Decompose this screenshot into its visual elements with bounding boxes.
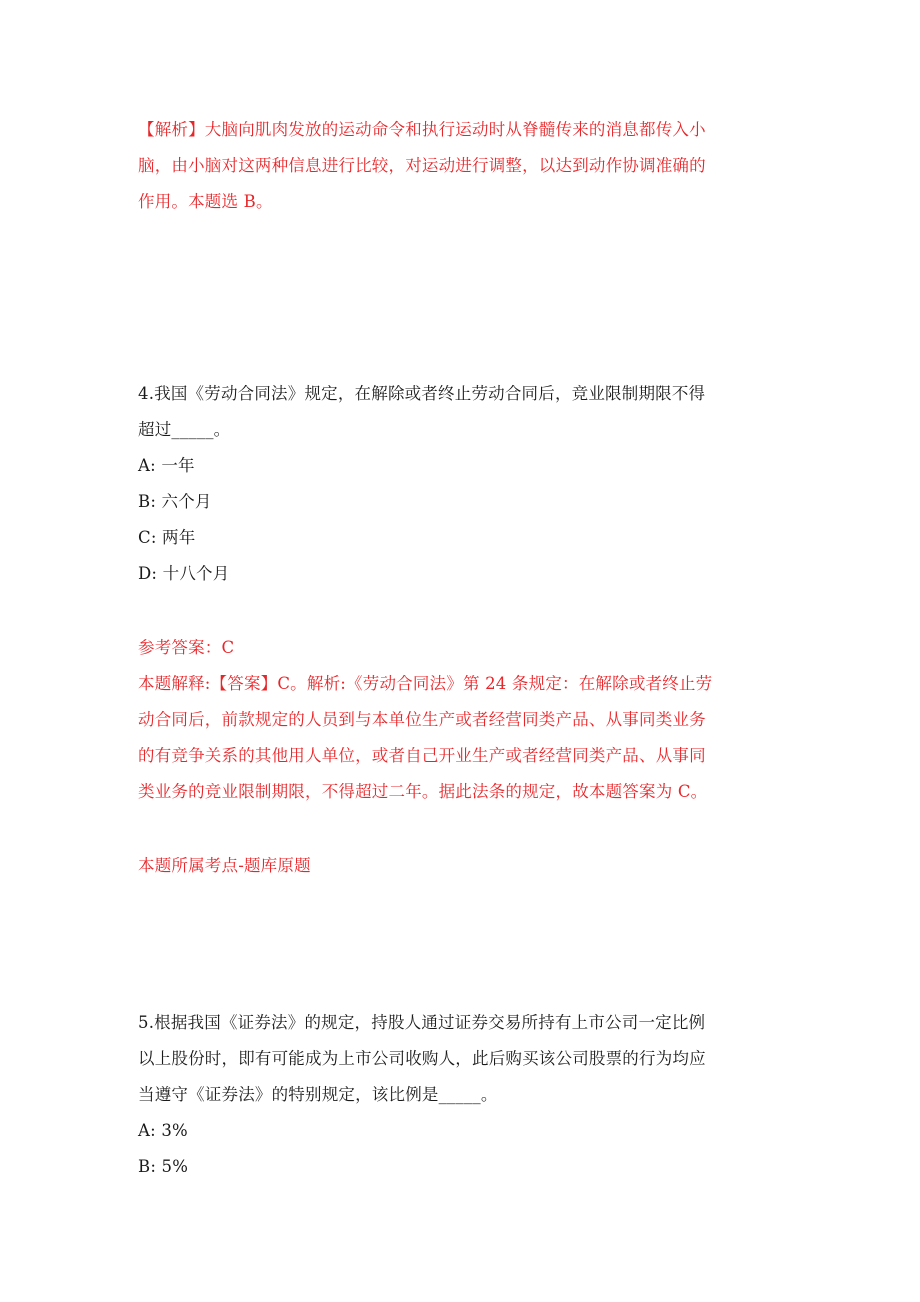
option-a: A: 一年 bbox=[138, 456, 195, 475]
explanation-line: 动合同后，前款规定的人员到与本单位生产或者经营同类产品、从事同类业务 bbox=[138, 710, 706, 729]
option-c: C: 两年 bbox=[138, 528, 196, 547]
explanation-line: 的有竞争关系的其他用人单位，或者自己开业生产或者经营同类产品、从事同 bbox=[138, 746, 706, 765]
question-5-stem bbox=[138, 1005, 788, 1113]
reference-answer: 参考答案：C bbox=[138, 638, 235, 657]
analysis-line: 脑，由小脑对这两种信息进行比较，对运动进行调整，以达到动作协调准确的 bbox=[138, 156, 706, 175]
option-b: B: 5% bbox=[138, 1157, 189, 1176]
question-stem-line: 5.根据我国《证券法》的规定，持股人通过证券交易所持有上市公司一定比例 bbox=[138, 1013, 706, 1032]
question-4-explanation bbox=[138, 666, 788, 810]
question-4-answer bbox=[138, 630, 788, 666]
question-stem-line: 超过_____。 bbox=[138, 420, 231, 439]
source-tag: 本题所属考点-题库原题 bbox=[138, 856, 311, 875]
analysis-line: 【解析】大脑向肌肉发放的运动命令和执行运动时从脊髓传来的消息都传入小 bbox=[138, 120, 706, 139]
question-4-stem bbox=[138, 376, 788, 448]
explanation-line: 类业务的竞业限制期限，不得超过二年。据此法条的规定，故本题答案为 C。 bbox=[138, 782, 708, 801]
question-stem-line: 当遵守《证券法》的特别规定，该比例是_____。 bbox=[138, 1085, 498, 1104]
option-d: D: 十八个月 bbox=[138, 564, 230, 583]
option-a: A: 3% bbox=[138, 1121, 188, 1140]
explanation-line: 本题解释:【答案】C。解析:《劳动合同法》第 24 条规定：在解除或者终止劳 bbox=[138, 674, 713, 693]
question-5-options bbox=[138, 1113, 788, 1185]
question-stem-line: 4.我国《劳动合同法》规定，在解除或者终止劳动合同后，竞业限制期限不得 bbox=[138, 384, 706, 403]
analysis-line: 作用。本题选 B。 bbox=[138, 192, 273, 211]
question-4-options bbox=[138, 448, 788, 592]
question-stem-line: 以上股份时，即有可能成为上市公司收购人，此后购买该公司股票的行为均应 bbox=[138, 1049, 706, 1068]
previous-analysis bbox=[138, 112, 788, 220]
question-4-source bbox=[138, 848, 788, 884]
option-b: B: 六个月 bbox=[138, 492, 212, 511]
